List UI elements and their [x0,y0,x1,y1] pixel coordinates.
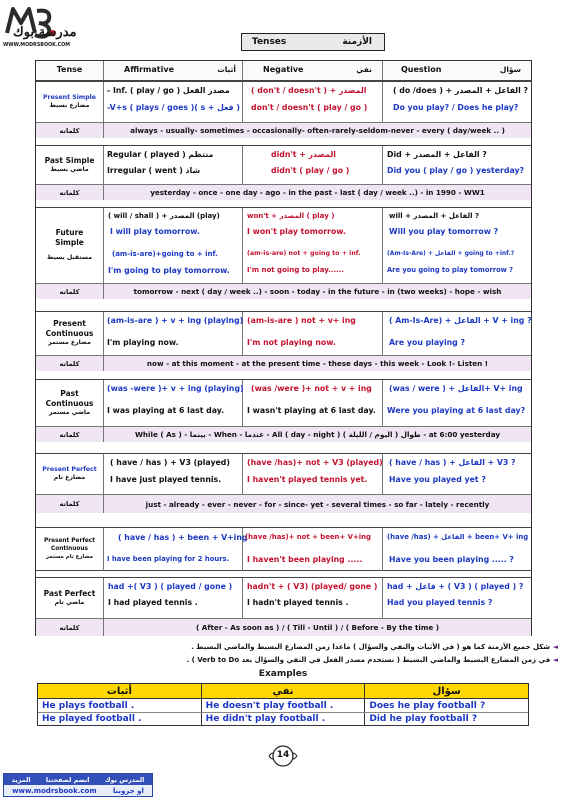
logo-name: مدرسة بوك [13,25,77,40]
header-negative-en: Negative [263,65,304,74]
header-affirmative-en: Affirmative [124,65,174,74]
affirmative-cell: Regular ( played ) منتظم Irregular ( went ) شاذ [104,146,243,184]
footer-banner[interactable] [3,773,153,797]
examples-header-negative: نفي [202,684,366,698]
keywords-row: كلماته just - already - ever - never - for - since- yet - several times - so far - lately - recently [36,494,531,513]
tense-name: Past Continuous ماضي مستمر [36,380,104,426]
question-cell: (have /has) + الفاعل + been+ V+ ing Have you been playing ..... ? [387,533,529,564]
examples-header-row [38,684,528,699]
tense-name: Present Simple مضارع بسيط [36,82,104,122]
footer-url-link[interactable]: www.modrsbook.com [12,787,97,795]
question-cell: (was / were ) + الفاعل+ V+ ing Were you playing at 6 last day? [387,384,526,415]
affirmative-cell: (am-is-are ) + v + ing (playing) I'm playing now. [104,312,243,355]
question-cell: ( do /does ) + الفاعل + المصدر ? Do you play? / Does he play? [393,86,529,112]
tense-name: Past Perfect ماضي تام [36,578,104,618]
title-en: Tenses [252,37,287,47]
header-tense: Tense [36,61,104,80]
negative-cell: hadn't + ( V3) (played/ gone ) I hadn't played tennis . [243,578,383,618]
affirmative-cell: (was -were )+ v + ing (playing) I was playing at 6 last day. [104,380,243,426]
table-header-row [36,61,531,81]
examples-table [37,683,529,726]
header-question-en: Question [401,65,442,74]
keywords-row: كلماته tomorrow - next ( day / week ..) - soon - today - in the future - in (two weeks) - hope - wish [36,283,531,299]
section-past-perfect [36,577,531,636]
bullet-icon: ◄ [552,643,558,651]
section-present-continuous [36,311,531,371]
tense-name: Present Perfect Continuous مضارع تام مستمر [36,528,104,571]
site-logo [3,3,81,53]
section-present-perfect [36,453,531,513]
header-negative [243,61,383,80]
note-2: ◄ في زمن المضارع البسيط والماضي البسيط ( نستخدم مصدر الفعل في النفي والسؤال بعد Verb to Do ) . [186,656,558,664]
question-cell: will + الفاعل + المصدر ? Will you play tomorrow ? (Am-Is-Are) + الفاعل + going to +inf.? Are you going to play tomorrow ? [387,212,515,274]
keywords-row: كلماته While ( As ) - بينما - When - عندما - All ( day - night ) ( اليوم / الليلة ) طوال - at 6:00 yesterday [36,426,531,442]
section-past-simple [36,145,531,200]
examples-row: He plays football . He doesn't play football . Does he play football ? [38,699,528,712]
page-title [241,33,385,51]
affirmative-cell: ( will / shall ) + المصدر (play) I will play tomorrow. (am-is-are)+going to + inf. I'm going to play tomorrow. [104,208,243,283]
tense-name: Past Simple ماضي بسيط [36,146,104,184]
title-ar: الأزمنة [342,37,372,47]
header-question-ar: سؤال [499,65,521,74]
header-question [383,61,531,80]
header-affirmative [104,61,243,80]
header-affirmative-ar: أثبات [217,65,236,74]
affirmative-cell: - Inf. ( play / go ) مصدر الفعل -V+s ( plays / goes )( s + فعل ) [104,82,243,122]
affirmative-cell: ( have / has ) + V3 (played) I have just played tennis. [104,454,243,494]
examples-header-affirmative: أثبات [38,684,202,698]
affirmative-cell: ( have / has ) + been + V+ing I have been playing for 2 hours. [104,528,243,571]
negative-cell: (am-is-are ) not + v+ ing I'm not playing now. [243,312,383,355]
section-past-continuous [36,379,531,442]
tense-name: Present Perfect مضارع تام [36,454,104,494]
tense-name: Present Continuous مضارع مستمر [36,312,104,355]
note-1: ◄ شكل جميع الأزمنة كما هو ( في الأثبات والنفي والسؤال ) ماعدا زمن المضارع البسيط والماضي البسيط . [191,643,558,651]
tense-name: Future Simple مستقبل بسيط [36,208,104,283]
negative-cell: (have /has)+ not + V3 (played) I haven't played tennis yet. [243,454,383,494]
affirmative-cell: had +( V3 ) ( played / gone ) I had played tennis . [104,578,243,618]
keywords-row: كلماته ( After - As soon as ) / ( Till - Until ) / ( Before - By the time ) [36,618,531,636]
negative-cell: won't + المصدر ( play ) I won't play tomorrow. (am-is-are) not + going to + inf. I'm not going to play...... [243,208,383,283]
tenses-table [35,60,532,636]
footer-bottom: www.modrsbook.com او جروبنا [12,787,144,795]
header-negative-ar: نفي [356,65,372,74]
negative-cell: (have /has)+ not + been+ V+ing I haven't been playing ..... [243,528,383,571]
question-cell: had + فاعل + ( V3 ) ( played ) ? Had you played tennis ? [387,582,524,607]
logo-url: WWW.MODRSBOOK.COM [3,43,71,48]
keywords-row: كلماته always - usually- sometimes - occasionally- often-rarely-seldom-never - every ( day/week .. ) [36,122,531,138]
negative-cell: (was /were )+ not + v + ing I wasn't playing at 6 last day. [243,380,383,426]
question-cell: ( Am-Is-Are) + الفاعل + V + ing ? Are you playing ? [389,316,532,347]
page-number: 14 [268,744,298,768]
question-cell: Did + الفاعل + المصدر ? Did you ( play / go ) yesterday? [387,150,525,175]
negative-cell: didn't + المصدر didn't ( play / go ) [243,146,383,184]
examples-title: Examples [258,669,308,679]
bullet-icon: ◄ [552,656,558,664]
keywords-row: كلماته yesterday - once - one day - ago - in the past - last ( day / week ..) - in 1990 - WW1 [36,184,531,200]
footer-top: المزيد انضم لصفحتنا المدرس بوك [4,774,152,785]
section-future-simple [36,207,531,299]
section-present-perfect-continuous [36,527,531,571]
section-present-simple [36,81,531,138]
examples-header-question: سؤال [432,685,461,697]
negative-cell: ( don't / doesn't ) + المصدر don't / doesn't ( play / go ) [243,82,383,122]
keywords-row: كلماته now - at this moment - at the present time - these days - this week - Look !- Listen ! [36,355,531,371]
examples-row: He played football . He didn't play football . Did he play football ? [38,712,528,725]
question-cell: ( have / has ) + الفاعل + V3 ? Have you played yet ? [389,458,516,484]
